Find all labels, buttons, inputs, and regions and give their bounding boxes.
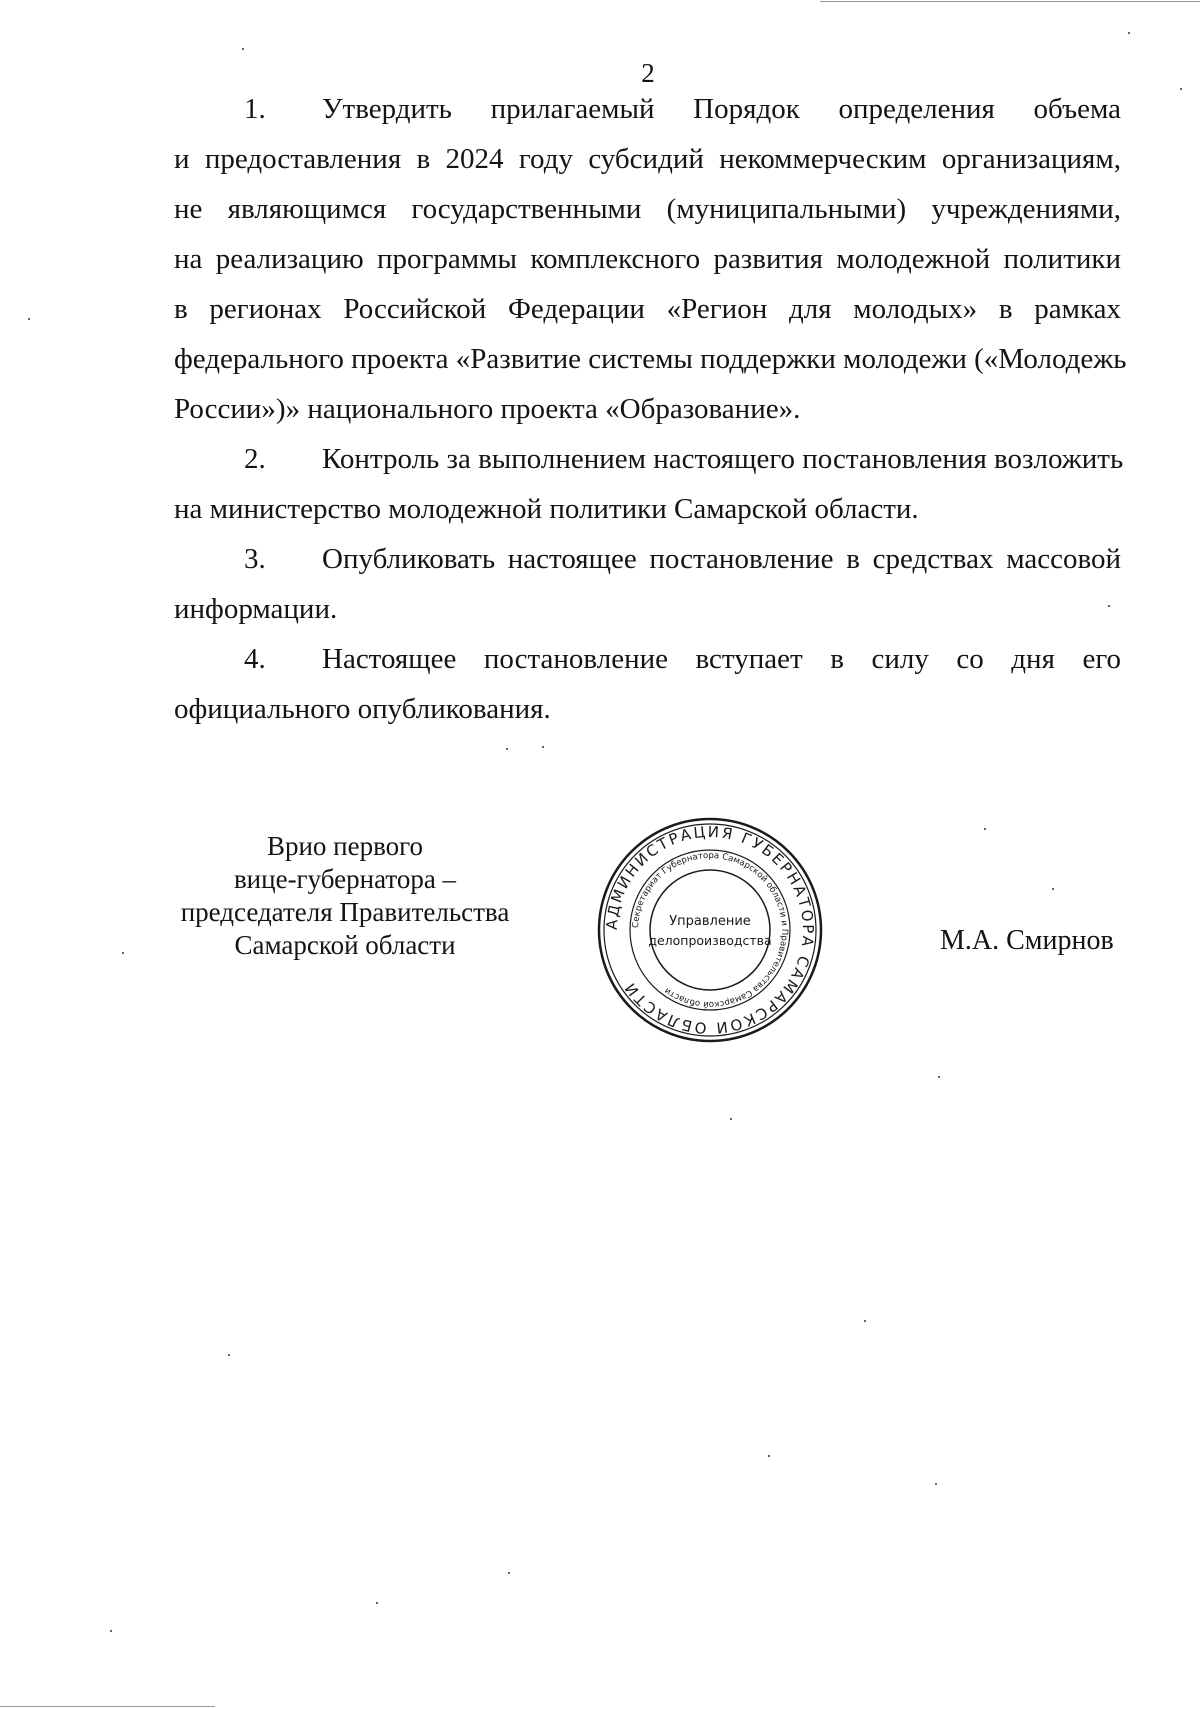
scan-speck — [730, 1118, 732, 1120]
scan-speck — [242, 48, 244, 50]
paragraph-line: официального опубликования. — [174, 693, 551, 725]
position-line: Самарской области — [234, 930, 456, 960]
paragraph-line: России»)» национального проекта «Образование». — [174, 393, 801, 425]
paragraph-line: на министерство молодежной политики Самарской области. — [174, 493, 919, 525]
scan-edge-line — [0, 1706, 215, 1707]
stamp-outer-text: АДМИНИСТРАЦИЯ ГУБЕРНАТОРА САМАРСКОЙ ОБЛАСТИ — [602, 822, 818, 1038]
paragraph-number: 1. — [244, 93, 266, 125]
paragraph-1 — [174, 84, 1127, 434]
paragraph-3 — [174, 534, 1121, 634]
document-body — [174, 84, 1127, 734]
scan-speck — [984, 828, 986, 830]
scan-speck — [1108, 605, 1110, 607]
paragraph-text: Утвердить прилагаемый Порядок определения объема — [322, 93, 1121, 125]
paragraph-text: Настоящее постановление вступает в силу со дня его — [322, 643, 1121, 675]
scan-speck — [935, 1483, 937, 1485]
scan-speck — [376, 1602, 378, 1604]
scan-speck — [768, 1455, 770, 1457]
signatory-name: М.А. Смирнов — [940, 925, 1114, 956]
scan-speck — [1052, 888, 1054, 890]
paragraph-line — [174, 634, 1121, 684]
stamp-center-line: делопроизводства — [648, 933, 772, 948]
paragraph-number: 3. — [244, 543, 266, 575]
paragraph-line: и предоставления в 2024 году субсидий некоммерческим организациям, — [174, 143, 1121, 175]
official-seal-stamp — [595, 815, 825, 1045]
paragraph-line: не являющимся государственными (муниципальными) учреждениями, — [174, 193, 1121, 225]
paragraph-line: в регионах Российской Федерации «Регион для молодых» в рамках — [174, 293, 1121, 325]
scan-speck — [864, 1320, 866, 1322]
paragraph-number: 4. — [244, 643, 266, 675]
paragraph-text: Контроль за выполнением настоящего постановления возложить — [322, 443, 1124, 475]
position-line: председателя Правительства — [180, 897, 510, 927]
paragraph-text: Опубликовать настоящее постановление в средствах массовой — [322, 543, 1121, 575]
paragraph-line: на реализацию программы комплексного развития молодежной политики — [174, 243, 1121, 275]
paragraph-4 — [174, 634, 1121, 734]
paragraph-line: информации. — [174, 593, 338, 625]
scan-speck — [1128, 32, 1130, 34]
position-line: Врио первого — [266, 831, 424, 861]
paragraph-line — [174, 434, 1124, 484]
scan-speck — [110, 1630, 112, 1632]
scan-speck — [542, 746, 544, 748]
stamp-center-line: Управление — [669, 914, 751, 929]
scan-edge-line — [820, 1, 1200, 2]
paragraph-line — [174, 84, 1121, 134]
scan-speck — [1180, 88, 1182, 90]
stamp-inner-text: Секретариат Губернатора Самарской области и Правительства Самарской области — [630, 850, 790, 1010]
paragraph-2 — [174, 434, 1124, 534]
scan-speck — [506, 748, 508, 750]
position-line: вице-губернатора – — [233, 864, 457, 894]
paragraph-line — [174, 534, 1121, 584]
paragraph-line: федерального проекта «Развитие системы поддержки молодежи («Молодежь — [174, 343, 1127, 375]
scan-speck — [28, 318, 30, 320]
scan-speck — [122, 952, 124, 954]
signatory-position — [170, 830, 520, 962]
paragraph-number: 2. — [244, 443, 266, 475]
scan-speck — [938, 1076, 940, 1078]
scan-speck — [508, 1572, 510, 1574]
page-number: 2 — [641, 58, 655, 88]
scan-speck — [228, 1354, 230, 1356]
